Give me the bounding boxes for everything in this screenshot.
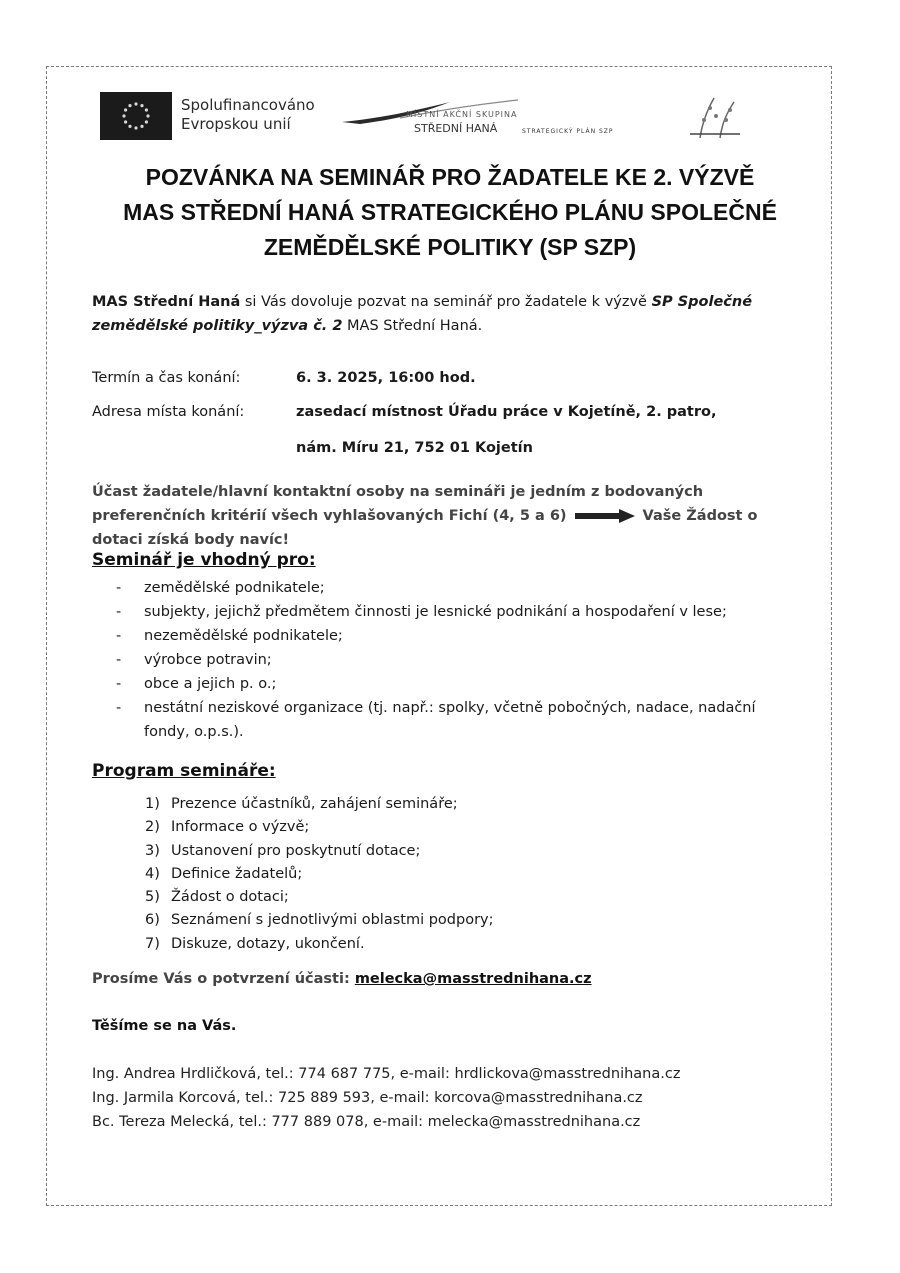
item-number: 7) <box>145 935 160 952</box>
list-item <box>145 863 745 886</box>
arrow-right-icon <box>575 509 635 523</box>
item-number: 3) <box>145 842 160 859</box>
item-text: Seznámení s jednotlivými oblastmi podpory; <box>171 912 494 929</box>
list-item: - výrobce potravin; <box>116 648 796 672</box>
intro-text-1: si Vás dovoluje pozvat na seminář pro žadatele k výzvě <box>240 294 652 310</box>
address-line-1: zasedací místnost Úřadu práce v Kojetíně, 2. patro, <box>296 404 717 420</box>
item-text: Definice žadatelů; <box>171 865 303 882</box>
list-item <box>145 816 745 839</box>
list-item: - nezemědělské podnikatele; <box>116 624 796 648</box>
list-item <box>145 886 745 909</box>
suitable-for-heading: Seminář je vhodný pro: <box>92 550 316 570</box>
contacts-block <box>92 1062 792 1134</box>
date-label: Termín a čas konání: <box>92 370 241 386</box>
title-line-1: POZVÁNKA NA SEMINÁŘ PRO ŽADATELE KE 2. VÝZVĚ <box>145 164 755 190</box>
scoring-notice-benefit: Vaše Žádost o dotaci získá body navíc! <box>92 508 758 548</box>
list-item <box>145 909 745 932</box>
eu-line-1: Spolufinancováno <box>181 96 315 114</box>
contact-line: Ing. Jarmila Korcová, tel.: 725 889 593, e-mail: korcova@masstrednihana.cz <box>92 1090 643 1106</box>
item-text: Diskuze, dotazy, ukončení. <box>171 935 365 952</box>
list-item: - subjekty, jejichž předmětem činnosti je lesnické podnikání a hospodaření v lese; <box>116 600 796 624</box>
mas-logo-line-1: MÍSTNÍ AKČNÍ SKUPINA <box>406 110 518 119</box>
intro-org: MAS Střední Haná <box>92 294 241 310</box>
confirm-email-link[interactable]: melecka@masstrednihana.cz <box>354 971 592 987</box>
title-line-2: MAS STŘEDNÍ HANÁ STRATEGICKÉHO PLÁNU SPOLEČNÉ <box>123 199 777 225</box>
eu-line-2: Evropskou unií <box>181 115 291 133</box>
item-number: 5) <box>145 889 160 906</box>
intro-text-2: MAS Střední Haná. <box>342 318 483 334</box>
item-number: 1) <box>145 796 160 812</box>
scoring-notice <box>92 480 792 552</box>
item-number: 4) <box>145 865 160 882</box>
date-value: 6. 3. 2025, 16:00 hod. <box>296 370 476 386</box>
logo-header <box>100 92 800 144</box>
address-label: Adresa místa konání: <box>92 404 245 420</box>
item-text: Žádost o dotaci; <box>171 889 289 906</box>
item-text: Informace o výzvě; <box>171 819 310 836</box>
confirm-attendance <box>92 971 592 987</box>
intro-call-name: SP Společné zemědělské politiky_výzva č. 2 <box>92 294 753 334</box>
scoring-notice-text: Účast žadatele/hlavní kontaktní osoby na semináři je jedním z bodovaných preferenčních kritérií všech vyhlašovaných Fichí (4, 5 a 6) <box>92 484 704 524</box>
suitable-for-list <box>116 576 796 744</box>
plants-logo-icon <box>660 94 750 140</box>
intro-paragraph <box>92 290 792 338</box>
list-item <box>145 793 745 816</box>
address-line-2: nám. Míru 21, 752 01 Kojetín <box>296 440 533 456</box>
item-number: 6) <box>145 912 160 929</box>
program-list <box>145 793 745 956</box>
item-text: Prezence účastníků, zahájení semináře; <box>171 796 458 812</box>
eu-cofinanced-text <box>181 96 315 134</box>
list-item: - zemědělské podnikatele; <box>116 576 796 600</box>
list-item <box>145 840 745 863</box>
invitation-title <box>92 160 808 265</box>
mas-logo-line-2: STŘEDNÍ HANÁ <box>414 122 498 135</box>
contact-line: Bc. Tereza Melecká, tel.: 777 889 078, e-mail: melecka@masstrednihana.cz <box>92 1114 641 1130</box>
program-heading: Program semináře: <box>92 761 276 781</box>
item-number: 2) <box>145 819 160 836</box>
list-item: - obce a jejich p. o.; <box>116 672 796 696</box>
eu-flag-logo <box>100 92 172 140</box>
item-text: Ustanovení pro poskytnutí dotace; <box>171 842 421 859</box>
contact-line: Ing. Andrea Hrdličková, tel.: 774 687 775, e-mail: hrdlickova@masstrednihana.cz <box>92 1066 681 1082</box>
ssp-logo-text: STRATEGICKÝ PLÁN SZP <box>522 128 614 135</box>
closing-line: Těšíme se na Vás. <box>92 1018 237 1034</box>
confirm-text: Prosíme Vás o potvrzení účasti: <box>92 971 355 987</box>
list-item <box>145 933 745 956</box>
title-line-3: ZEMĚDĚLSKÉ POLITIKY (SP SZP) <box>263 234 637 260</box>
list-item: - nestátní neziskové organizace (tj. např.: spolky, včetně pobočných, nadace, nadační fondy, o.p.s.). <box>116 696 796 744</box>
